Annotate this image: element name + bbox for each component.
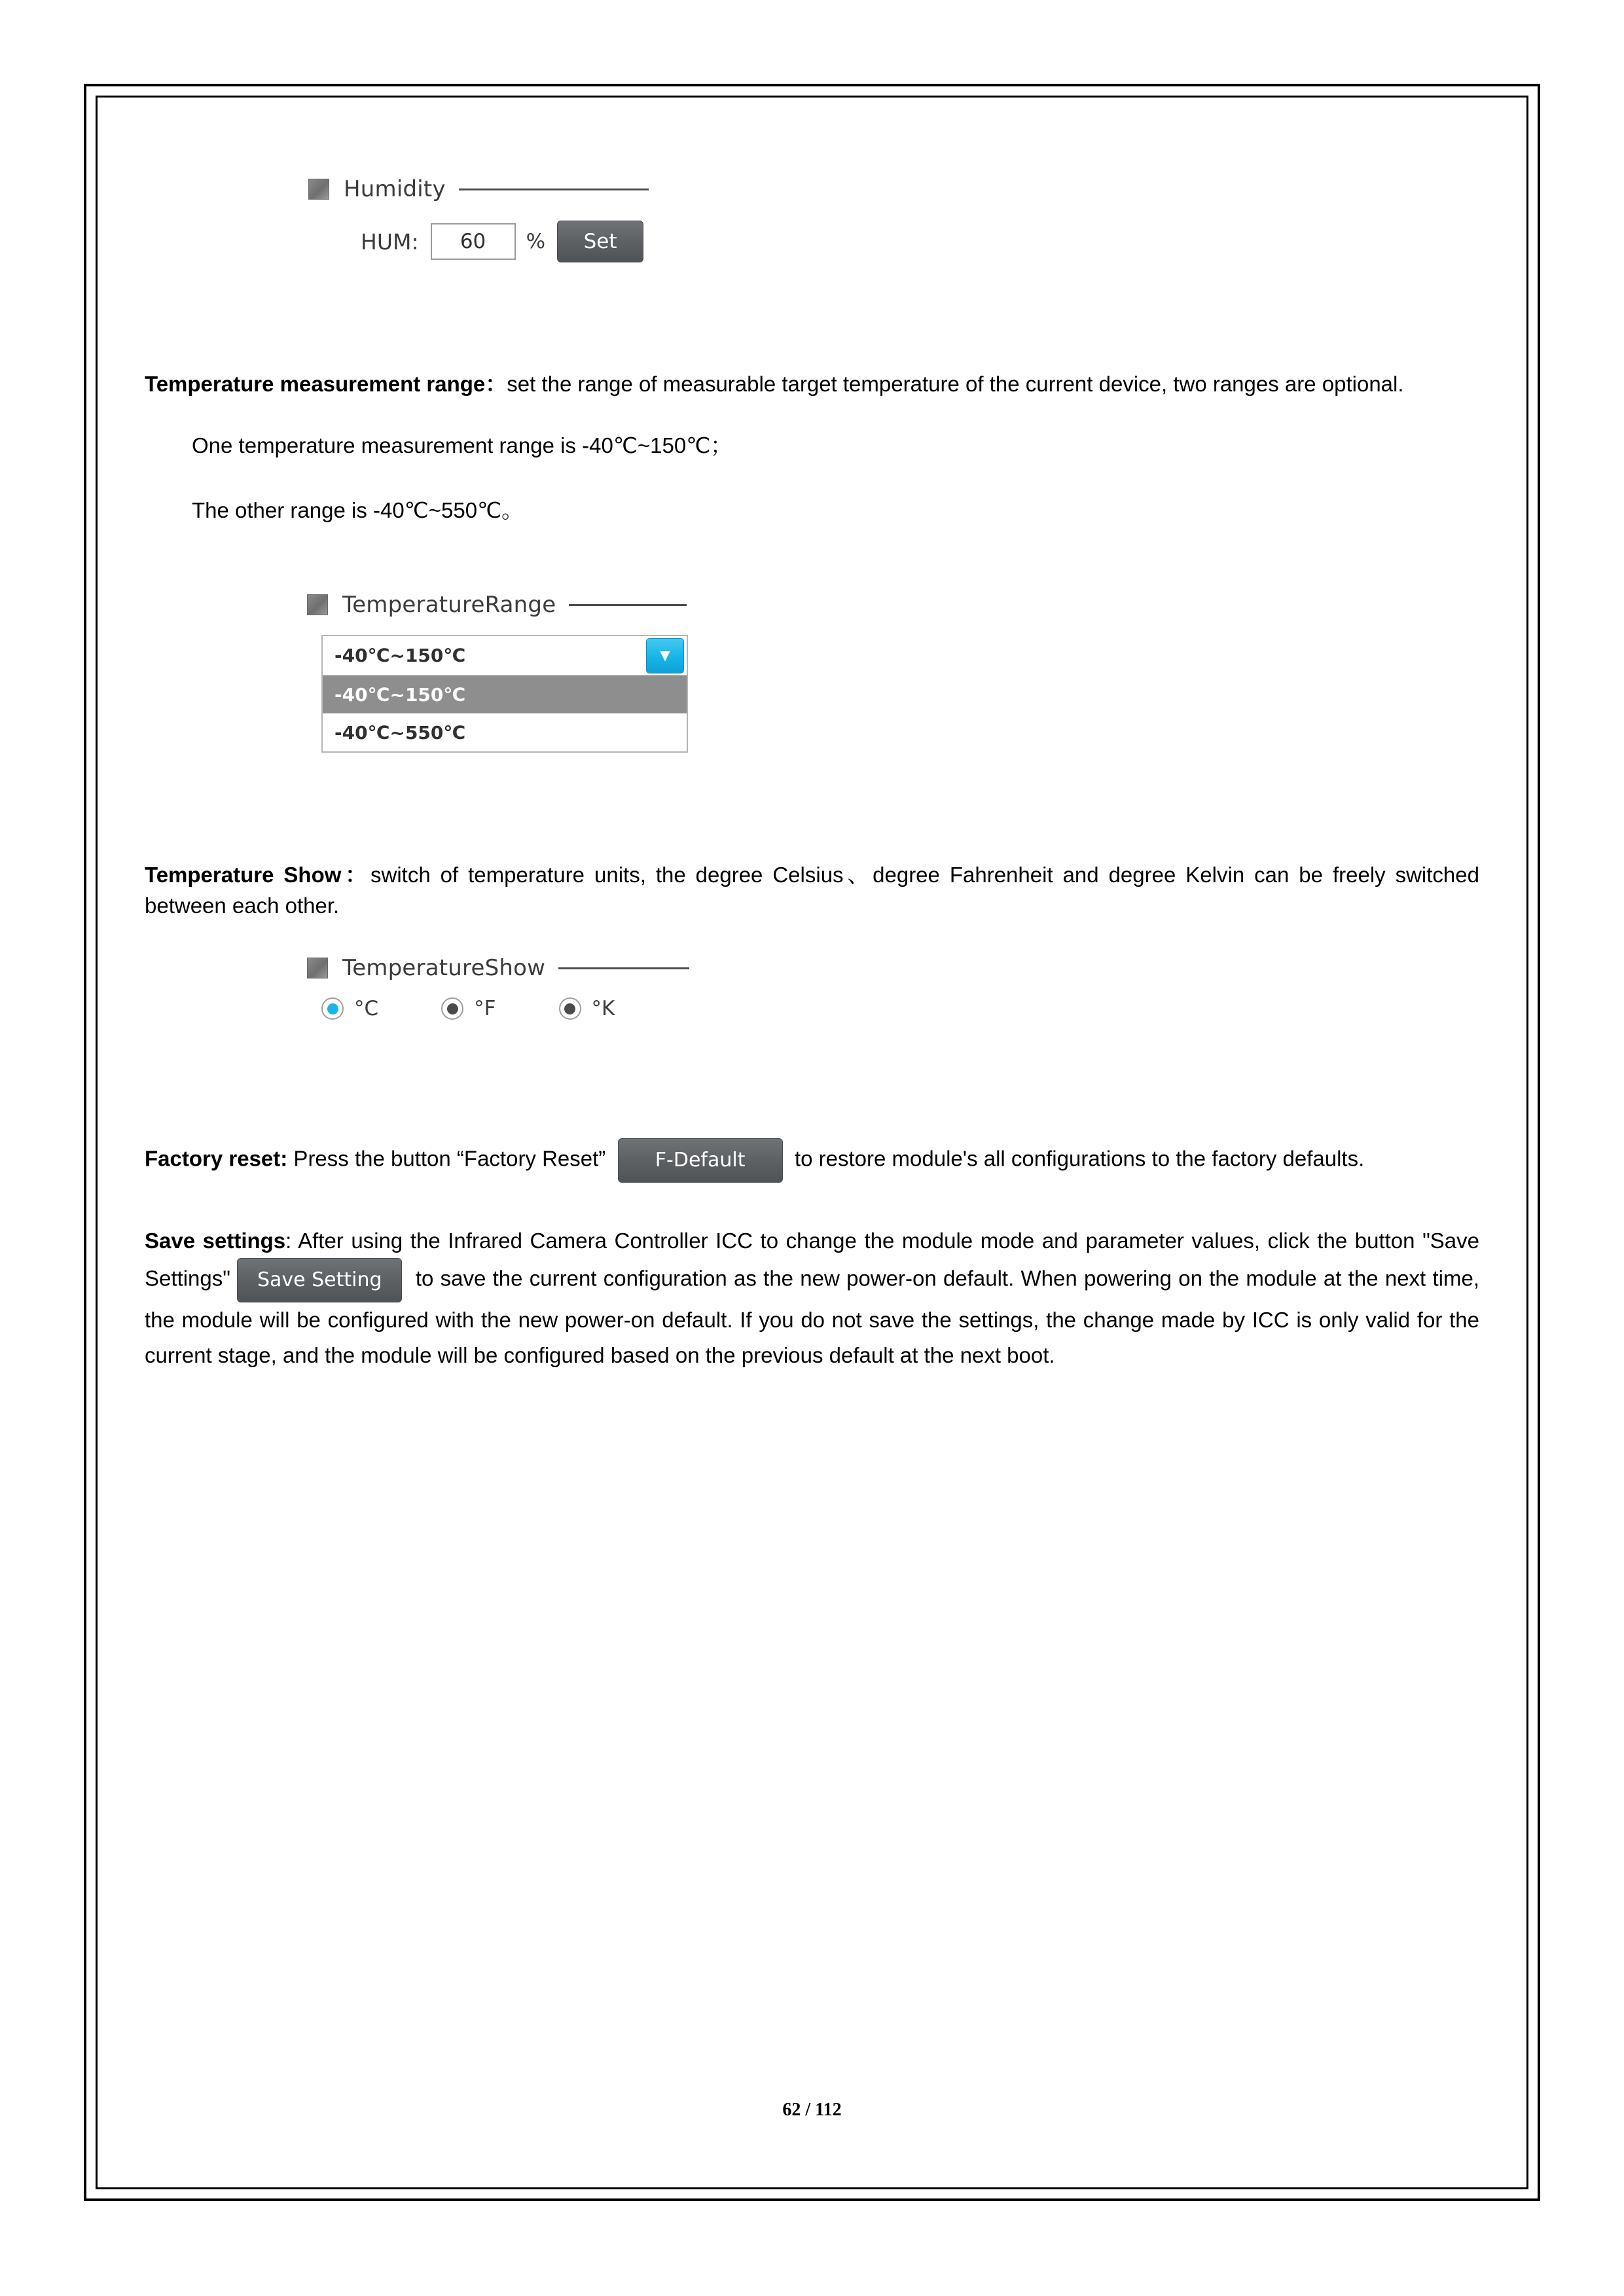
- humidity-unit-label: %: [526, 230, 546, 253]
- temperature-range-widget-title: TemperatureRange: [342, 592, 556, 618]
- humidity-set-button[interactable]: Set: [557, 221, 643, 262]
- humidity-widget: [308, 176, 649, 262]
- panel-square-icon: [307, 958, 328, 978]
- temperature-range-title-rule: [569, 604, 687, 606]
- factory-reset-section: [145, 1138, 1479, 1183]
- temperature-range-selected-value: -40℃~150℃: [334, 645, 466, 666]
- temperature-unit-label-fahrenheit: °F: [474, 997, 496, 1020]
- radio-icon[interactable]: [441, 997, 463, 1020]
- radio-icon[interactable]: [559, 997, 581, 1020]
- humidity-input-row: [361, 221, 649, 262]
- humidity-field-label: HUM:: [361, 228, 419, 255]
- temperature-unit-label-kelvin: °K: [591, 997, 615, 1020]
- factory-reset-heading: Factory reset:: [145, 1146, 288, 1171]
- save-settings-heading: Save settings: [145, 1229, 286, 1253]
- page-content: [145, 137, 1479, 2161]
- temperature-range-widget-header: [307, 592, 688, 618]
- page-border-inner: [96, 96, 1528, 2189]
- humidity-widget-title: Humidity: [344, 176, 446, 202]
- page-border-outer: [84, 84, 1540, 2201]
- temperature-unit-radio-fahrenheit[interactable]: [441, 997, 496, 1020]
- humidity-widget-header: [308, 176, 649, 202]
- temperature-range-body: set the range of measurable target temperature of the current device, two ranges are optional.: [507, 372, 1404, 396]
- temperature-show-paragraph: [145, 860, 1479, 922]
- temperature-range-paragraph: [145, 369, 1479, 400]
- temperature-range-line-2: The other range is -40℃~550℃。: [192, 497, 524, 522]
- temperature-unit-radio-group: [307, 997, 689, 1020]
- save-settings-paragraph: [145, 1223, 1479, 1372]
- save-setting-button[interactable]: Save Setting: [237, 1258, 402, 1302]
- chevron-down-icon[interactable]: ▼: [646, 638, 684, 673]
- factory-reset-text-after: to restore module's all configurations to the factory defaults.: [794, 1146, 1365, 1171]
- save-settings-section: [145, 1223, 1479, 1372]
- humidity-title-rule: [459, 188, 649, 190]
- temperature-show-section: [145, 860, 1479, 922]
- factory-reset-button[interactable]: F-Default: [618, 1138, 783, 1183]
- temperature-range-section: [145, 369, 1479, 524]
- temperature-unit-radio-celsius[interactable]: [321, 997, 378, 1020]
- temperature-show-title-rule: [558, 967, 689, 969]
- temperature-show-heading: Temperature Show：: [145, 863, 370, 887]
- panel-square-icon: [307, 594, 328, 615]
- temperature-range-widget: [307, 592, 688, 753]
- radio-icon[interactable]: [321, 997, 344, 1020]
- factory-reset-paragraph: [145, 1138, 1479, 1183]
- panel-square-icon: [308, 179, 329, 200]
- temperature-show-widget-title: TemperatureShow: [342, 955, 546, 981]
- temperature-show-widget-header: [307, 955, 689, 981]
- humidity-input[interactable]: 60: [431, 223, 516, 260]
- temperature-unit-label-celsius: °C: [354, 997, 379, 1020]
- save-settings-text-before: : After using the Infrared Camera Controller ICC to change the module mode and parameter values, click the button "Save Settings": [145, 1229, 1479, 1291]
- temperature-range-option-1[interactable]: -40℃~150℃: [323, 675, 687, 713]
- page-number: 62 / 112: [782, 2100, 842, 2120]
- temperature-range-dropdown[interactable]: [321, 635, 688, 753]
- temperature-show-widget: [307, 955, 689, 1020]
- temperature-show-body: switch of temperature units, the degree Celsius、degree Fahrenheit and degree Kelvin can be freely switched between each other.: [145, 863, 1479, 918]
- factory-reset-text-before: Press the button “Factory Reset”: [287, 1146, 606, 1171]
- temperature-range-dropdown-selected[interactable]: [323, 636, 687, 675]
- save-settings-text-after: to save the current configuration as the new power-on default. When powering on the module at the next time, the module will be configured with the new power-on default. If you do not save the settings, the change made by ICC is only valid for the current stage, and the module will be configured based on the previous default at the next boot.: [145, 1266, 1480, 1367]
- temperature-range-heading: Temperature measurement range：: [145, 372, 507, 396]
- temperature-unit-radio-kelvin[interactable]: [559, 997, 615, 1020]
- temperature-range-option-2[interactable]: -40℃~550℃: [334, 721, 466, 744]
- temperature-range-line-1: One temperature measurement range is -40℃~150℃；: [192, 433, 732, 457]
